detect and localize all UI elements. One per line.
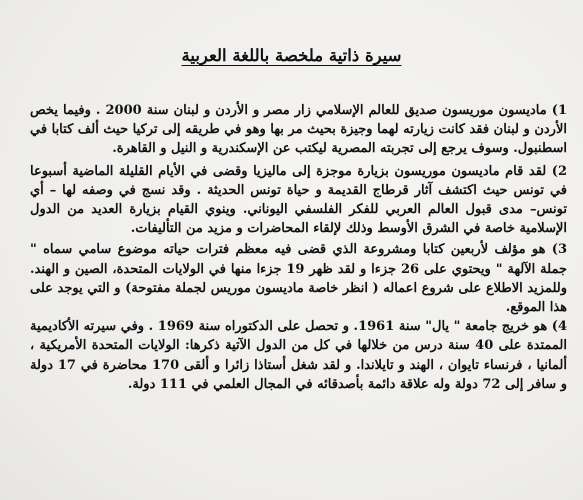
document-title: سيرة ذاتية ملخصة باللغة العربية bbox=[181, 46, 402, 65]
document-body bbox=[30, 101, 567, 394]
paragraph-1: 1) ماديسون موريسون صديق للعالم الإسلامي زار مصر و الأردن و لبنان سنة 2000 . وفيما يخص الأردن و لبنان فقد كانت زيارته لهما وجيزة بحيث مر بها وهو في طريقه إلى تركيا حيث ألف كتابا في اسطنبول. وسوف يرجع إلى تجربته المصرية ليكتب عن الإسكندرية و النيل و القاهرة. bbox=[30, 103, 567, 157]
paragraph-2: 2) لقد قام ماديسون موريسون بزيارة موجزة إلى ماليزيا وقضى في الأيام القليلة الماضية أسبوعا في تونس حيث اكتشف آثار قرطاج القديمة و حياة تونس الحديثة . وقد نسج في وصفه لها – أي تونس– مدى قبول العالم العربي للفكر الفلسفي اليوناني. وينوي القيام بزيارة العديد من الدول الإسلامية خاصة في الشرق الأوسط وذلك لإلقاء المحاضرات و مزيد من التأليفات. bbox=[30, 163, 567, 237]
paragraph-4: 4) هو خريج جامعة " يال" سنة 1961. و تحصل على الدكتوراه سنة 1969 . وفي سيرته الأكاديمية الممتدة على 40 سنة درس من خلالها في كل من الدول الآتية ذكرها: الولايات المتحدة الأمريكية ، ألمانيا ، فرنساء تايوان ، الهند و تايلاندا. و لقد شغل أستاذا زائرا و ألقى 170 محاضرة في 17 دولة و سافر إلى 72 دولة وله علاقة دائمة بأصدقائه في المجال العلمي في 111 دولة. bbox=[30, 319, 568, 392]
paragraph-3: 3) هو مؤلف لأربعين كتابا ومشروعة الذي قضى فيه معظم فترات حياته موضوع سامي سماه " جملة الآلهة " ويحتوي على 26 جزءا و لقد ظهر 19 جزءا منها في الولايات المتحدة، الصين و الهند. وللمزيد الاطلاع على شروع اعماله ( انظر خاصة ماديسون موريس لجملة مفتوحة) و التي يوجد على هذا الموقع. bbox=[30, 242, 567, 316]
